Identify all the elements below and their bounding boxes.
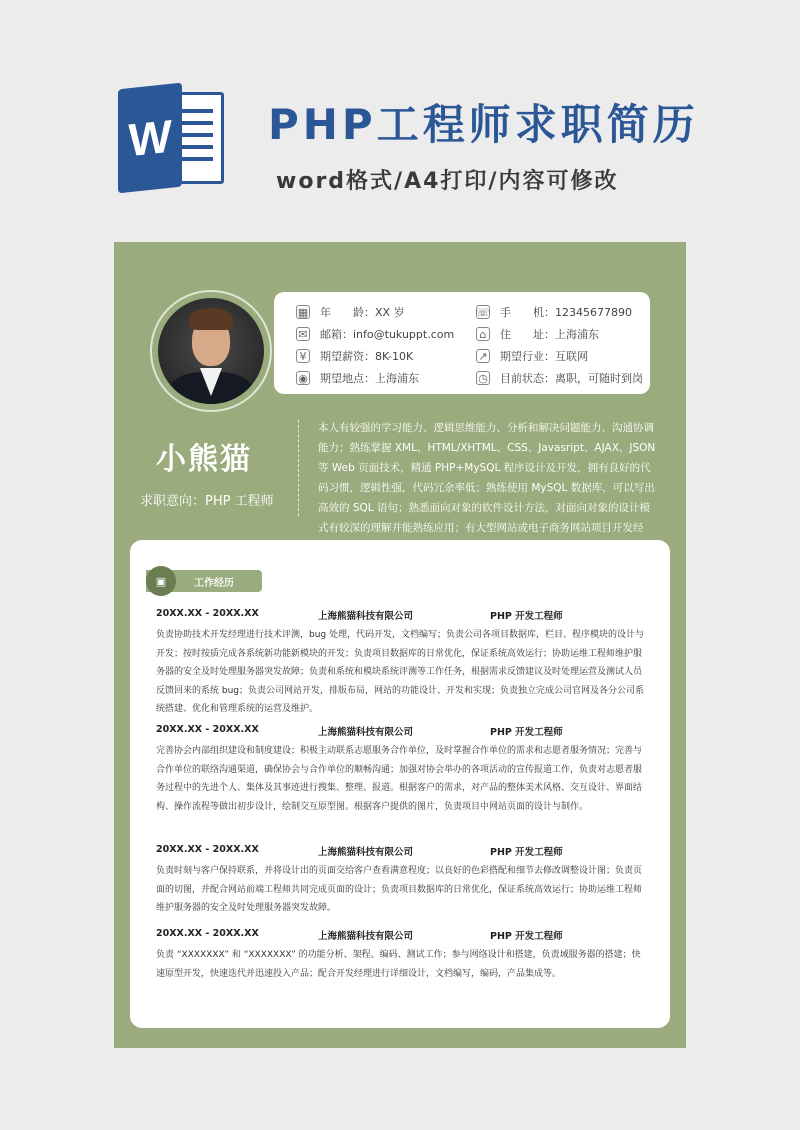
page-title: PHP工程师求职简历 — [268, 100, 699, 149]
job-description: 负责 “XXXXXXX” 和 “XXXXXXX” 的功能分析、架程、编码、测试工作；参与网络设计和搭建，负责域服务器的搭建；快速原型开发，快速迭代并迅速投入产品；配合开发经理进行详细设计，文档编写，编码，产品集成等。 — [156, 950, 641, 979]
vertical-divider — [298, 420, 299, 516]
section-header — [146, 570, 262, 592]
job-entry — [156, 928, 644, 983]
job-company: 上海熊猫科技有限公司 — [318, 611, 414, 622]
job-period: 20XX.XX - 20XX.XX — [156, 928, 259, 939]
portrait-photo — [158, 298, 264, 404]
info-email-text: 邮箱：info@tukuppt.com — [320, 328, 455, 341]
info-industry-text: 期望行业：互联网 — [500, 350, 588, 363]
job-role: PHP 开发工程师 — [490, 931, 563, 942]
word-letter: W — [118, 83, 182, 194]
calendar-icon: ▦ — [297, 305, 309, 319]
job-period: 20XX.XX - 20XX.XX — [156, 844, 259, 855]
job-company: 上海熊猫科技有限公司 — [318, 847, 414, 858]
location-icon: ◉ — [296, 371, 310, 385]
job-period: 20XX.XX - 20XX.XX — [156, 724, 259, 735]
job-intent: 求职意向：PHP 工程师 — [140, 494, 274, 509]
job-role: PHP 开发工程师 — [490, 727, 563, 738]
info-salary — [296, 348, 413, 364]
info-age — [296, 304, 405, 320]
info-address — [476, 326, 599, 342]
job-description: 完善协会内部组织建设和制度建设；积极主动联系志愿服务合作单位，及时掌握合作单位的需求和志愿者服务情况；完善与合作单位的联络沟通渠道，确保协会与合作单位的顺畅沟通；加强对协会举办的各项活动的宣传报道工作，负责对志愿者服务过程中的先进个人、集体及其事迹进行搜集、整理、报道。根据客户的需求，对产品的整体美术风格、交互设计、界面结构、操作流程等做出初步设计，绘制交互原型图。根据客户提供的图片，负责项目中网站页面的设计与制作。 — [156, 746, 643, 812]
info-age-text: 年 龄：XX 岁 — [320, 306, 405, 319]
job-role: PHP 开发工程师 — [490, 611, 563, 622]
page-subtitle: word格式/A4打印/内容可修改 — [276, 169, 619, 194]
job-company: 上海熊猫科技有限公司 — [318, 931, 414, 942]
section-title: 工作经历 — [194, 578, 234, 589]
info-status — [476, 370, 643, 386]
coin-icon: ¥ — [296, 349, 310, 363]
info-salary-text: 期望薪资：8K-10K — [320, 350, 414, 363]
avatar — [150, 290, 272, 412]
info-industry — [476, 348, 588, 364]
job-entry — [156, 844, 644, 918]
job-role: PHP 开发工程师 — [490, 847, 563, 858]
work-experience-card — [130, 540, 670, 1028]
info-location — [296, 370, 419, 386]
clock-icon: ◷ — [476, 371, 490, 385]
phone-icon: ☏ — [476, 305, 490, 319]
self-summary: 本人有较强的学习能力、逻辑思维能力、分析和解决问题能力、沟通协调能力；熟练掌握 XML、HTML/XHTML、CSS、Javasript、AJAX、JSON 等 Web 页面技术，精通 PHP+MySQL 程序设计及开发，拥有良好的代码习惯，逻辑性强，代码冗余率低；熟练使用 MySQL 数据库，可以写出高效的 SQL 语句；熟悉面向对象的软件设计方法，对面向对象的设计模式有较深的理解并能熟练应用；有大型网站或电子商务网站项目开发经 — [318, 422, 656, 534]
info-phone — [476, 304, 632, 320]
chart-icon: ↗ — [476, 349, 490, 363]
mail-icon: ✉ — [296, 327, 310, 341]
job-period: 20XX.XX - 20XX.XX — [156, 608, 259, 619]
resume-sheet — [114, 242, 686, 1048]
personal-info-card — [274, 292, 650, 394]
info-address-text: 住 址：上海浦东 — [500, 328, 599, 341]
home-icon: ⌂ — [476, 327, 490, 341]
job-entry — [156, 608, 644, 719]
candidate-name: 小熊猫 — [156, 442, 252, 477]
job-description: 负责时刻与客户保持联系，并将设计出的页面交给客户查看满意程度；以良好的色彩搭配和细节去修改调整设计图；负责页面的切图，并配合网站前端工程师共同完成页面的设计；负责项目数据库的日常优化，保证系统高效运行；协助运维工程师维护服务器的安全及时处理服务器突发故障。 — [156, 866, 643, 913]
info-phone-text: 手 机：12345677890 — [500, 306, 632, 319]
word-logo-icon — [118, 86, 228, 190]
info-location-text: 期望地点：上海浦东 — [320, 372, 419, 385]
briefcase-icon: ▣ — [146, 566, 176, 596]
info-status-text: 目前状态：离职，可随时到岗 — [500, 372, 643, 385]
info-email — [296, 326, 454, 342]
job-description: 负责协助技术开发经理进行技术评测，bug 处理，代码开发，文档编写；负责公司各项目数据库，栏目、程序模块的设计与开发；按时按质完成各系统新功能新模块的开发；负责项目数据库的日常优化，保证系统高效运行；协助运维工程师维护服务器的安全及时处理服务器突发故障；负责和系统和模块系统评测等工作任务，根据需求反馈建议及时处理运营及测试人员反馈回来的系统 bug；负责公司网站开发，排版布局，网站的功能设计、开发和实现；负责独立完成公司官网及各分公司系统搭建、优化和管理系统的运营及维护。 — [156, 630, 644, 714]
job-entry — [156, 724, 644, 816]
job-company: 上海熊猫科技有限公司 — [318, 727, 414, 738]
